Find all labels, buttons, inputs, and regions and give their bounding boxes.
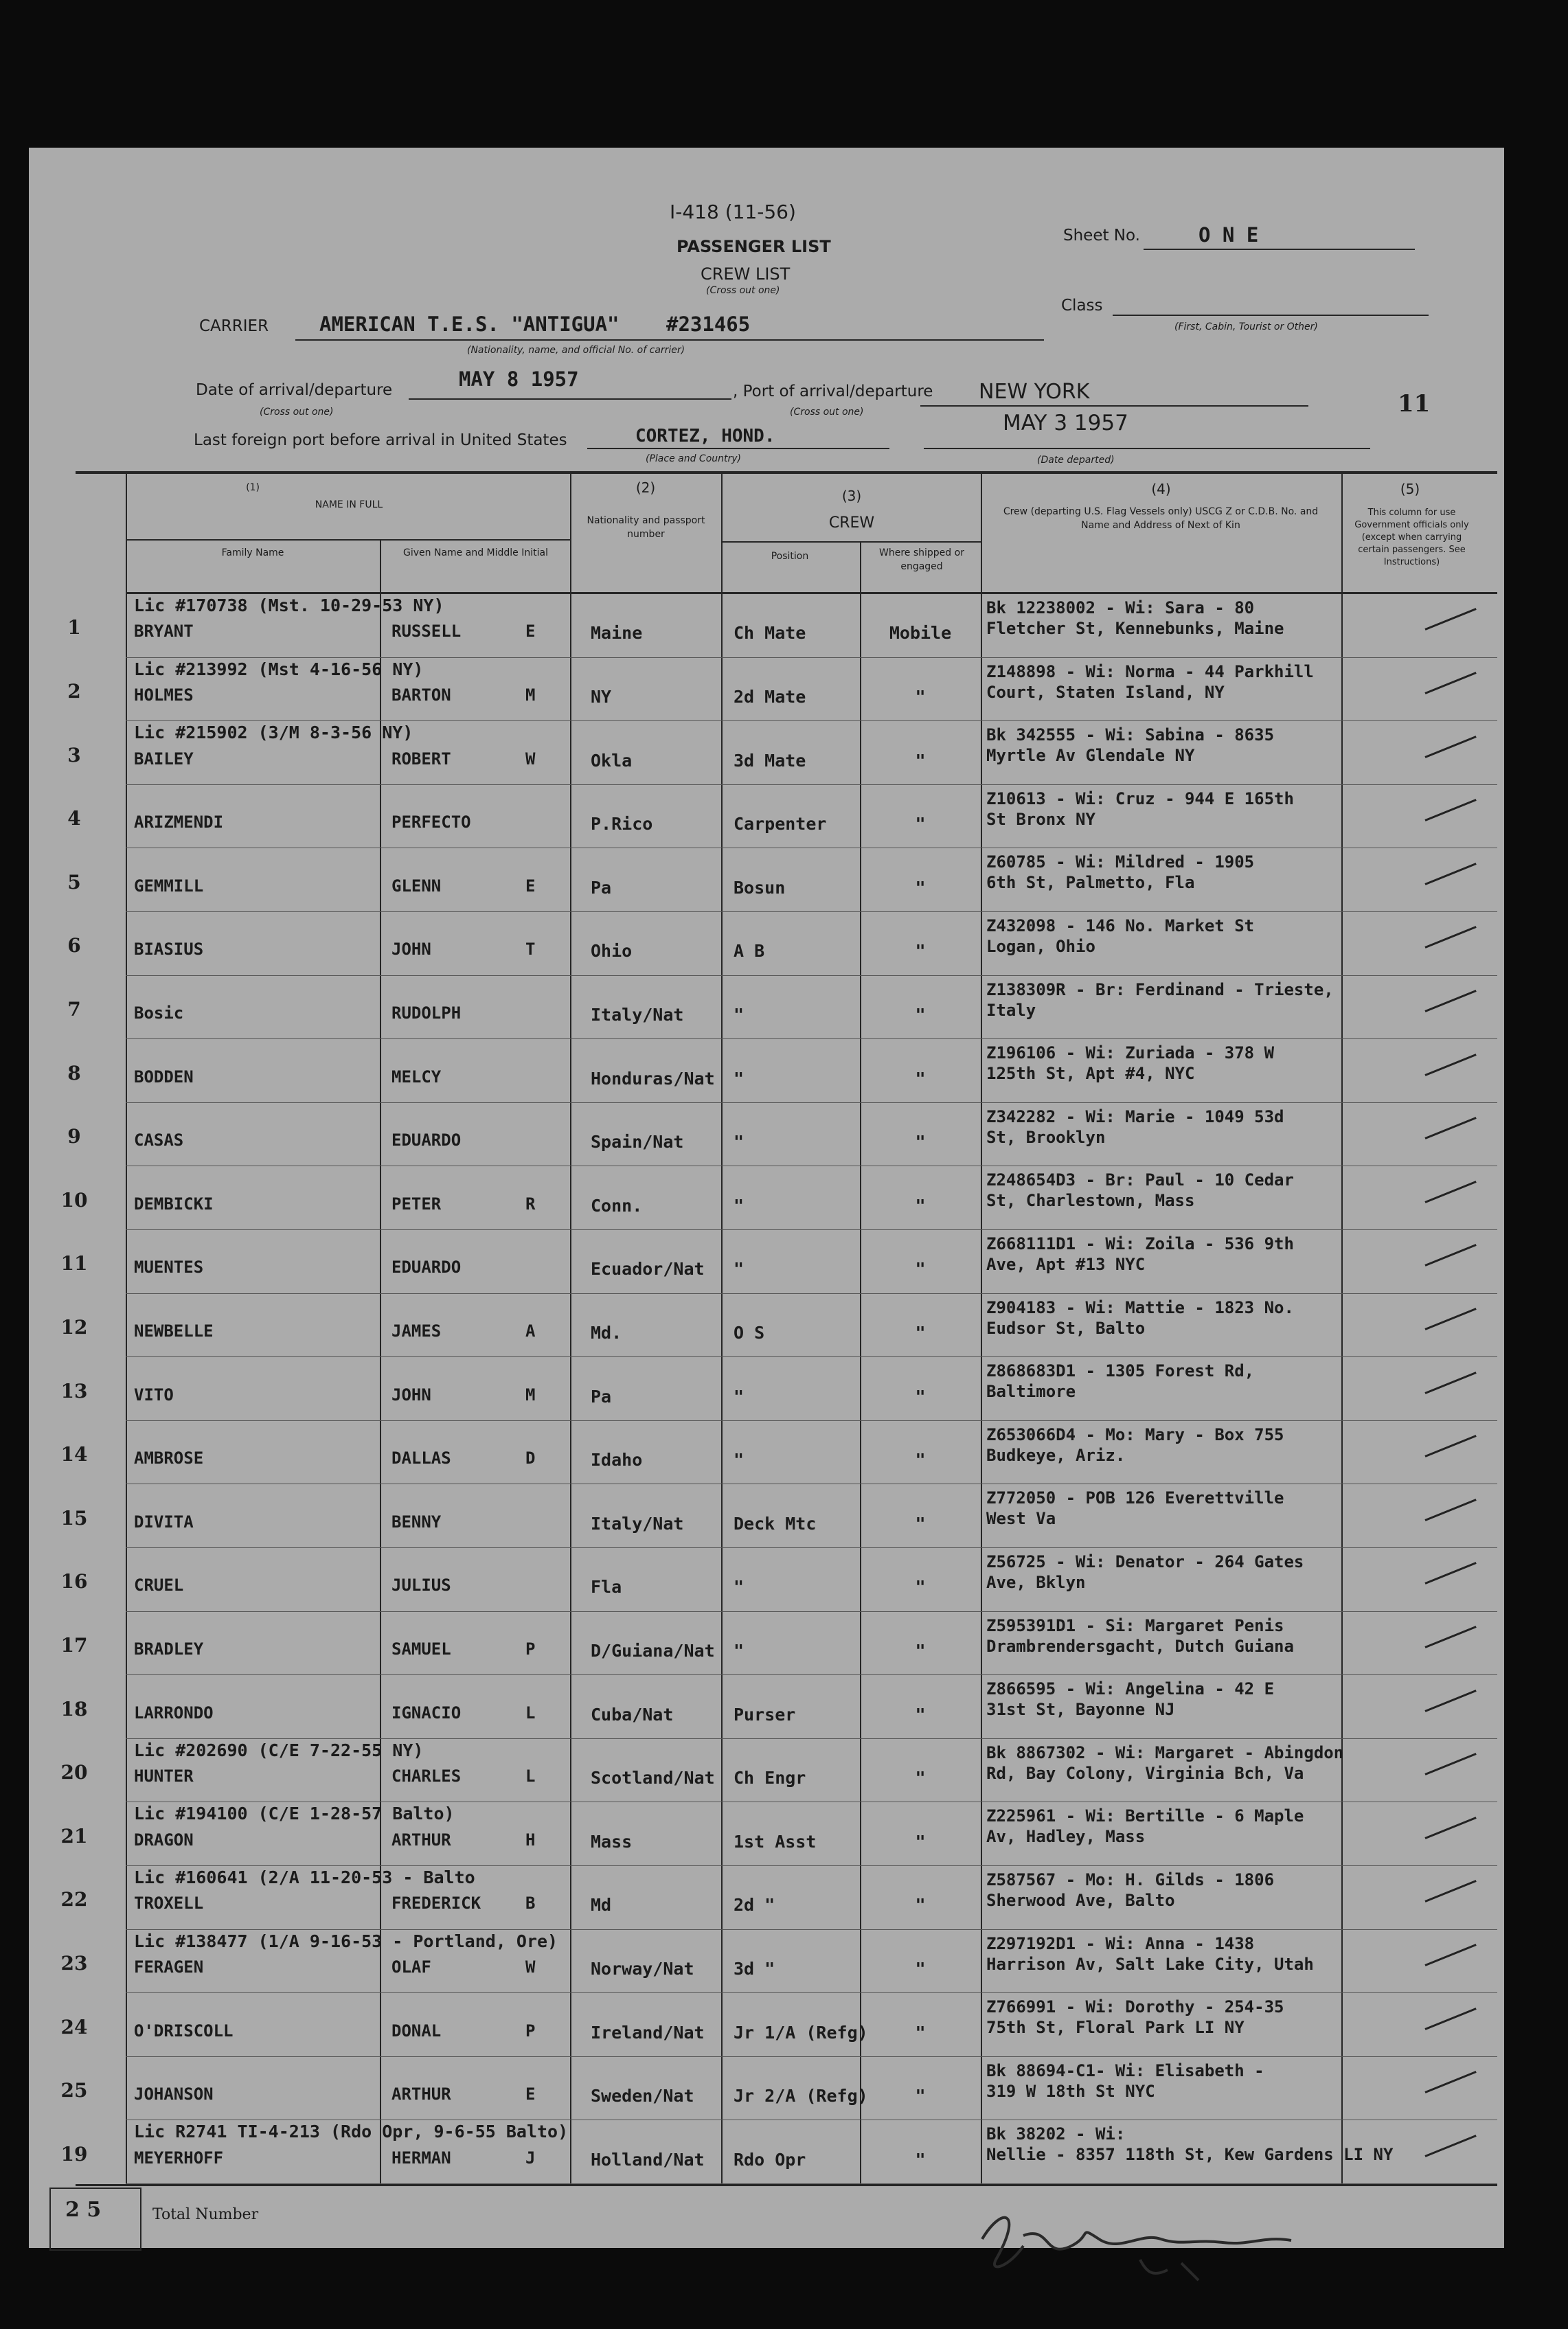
position-header: Position [771, 551, 809, 562]
row-divider [126, 1738, 1497, 1739]
family-name: LARRONDO [134, 1703, 214, 1723]
next-of-kin-line2: Logan, Ohio [986, 937, 1095, 956]
given-name: JULIUS [391, 1576, 451, 1595]
row-number: 13 [60, 1379, 88, 1402]
carrier-number: #231465 [666, 313, 751, 336]
nationality: Cuba/Nat [591, 1704, 674, 1725]
next-of-kin-line2: 319 W 18th St NYC [986, 2081, 1155, 2101]
middle-initial: L [525, 1766, 536, 1786]
where-engaged: " [915, 1322, 926, 1343]
row-number: 14 [60, 1443, 88, 1466]
nationality: NY [591, 686, 612, 707]
row-number: 2 [67, 679, 81, 703]
next-of-kin-line2: 6th St, Palmetto, Fla [986, 873, 1195, 893]
col4-title: Crew (departing U.S. Flag Vessels only) USCG Z or C.D.B. No. and Name and Address of Next of Kin [1003, 506, 1319, 531]
where-engaged: " [915, 686, 926, 707]
col3-title: CREW [828, 514, 875, 532]
row-number: 23 [60, 1951, 88, 1975]
given-name: CHARLES [391, 1766, 462, 1786]
middle-initial: T [525, 940, 536, 959]
position: " [734, 1259, 745, 1280]
given-name: JOHN [391, 1385, 431, 1405]
where-engaged: Mobile [889, 623, 952, 644]
row-number: 3 [67, 743, 81, 766]
next-of-kin-line1: Bk 88694-C1- Wi: Elisabeth - [986, 2060, 1264, 2080]
family-name: FERAGEN [134, 1957, 204, 1977]
next-of-kin-line1: Bk 342555 - Wi: Sabina - 8635 [986, 725, 1275, 745]
row-divider [126, 657, 1497, 658]
where-shipped-header: Where shipped or engaged [879, 547, 964, 572]
col4-number: (4) [1151, 481, 1171, 497]
family-name: CRUEL [134, 1576, 184, 1595]
nationality: Md. [591, 1322, 622, 1343]
next-of-kin-line2: Rd, Bay Colony, Virginia Bch, Va [986, 1763, 1304, 1783]
nationality: Holland/Nat [591, 2149, 705, 2170]
where-engaged: " [915, 1450, 926, 1470]
form-title-crew: CREW LIST [701, 264, 791, 284]
nationality: D/Guiana/Nat [591, 1640, 715, 1661]
nationality: Md [591, 1895, 612, 1916]
row-divider [126, 1420, 1497, 1421]
given-name: ARTHUR [391, 1830, 451, 1850]
position: Ch Mate [734, 623, 806, 644]
nationality: Okla [591, 750, 633, 771]
carrier-label: CARRIER [199, 317, 269, 335]
where-engaged: " [915, 1004, 926, 1025]
nationality: Pa [591, 877, 612, 898]
where-engaged: " [915, 941, 926, 962]
row-divider [126, 1547, 1497, 1548]
signature [962, 2198, 1346, 2287]
next-of-kin-line2: Italy [986, 1000, 1036, 1020]
sheet-label: Sheet No. [1063, 227, 1140, 245]
license-note: Lic R2741 TI-4-213 (Rdo Opr, 9-6-55 Balto) [134, 2122, 569, 2142]
next-of-kin-line2: Ave, Bklyn [986, 1573, 1086, 1592]
date-value: MAY 8 1957 [459, 367, 579, 391]
col2-number: (2) [635, 479, 656, 496]
next-of-kin-line1: Z595391D1 - Si: Margaret Penis [986, 1615, 1284, 1635]
row-divider [126, 1293, 1497, 1294]
row-divider [126, 784, 1497, 785]
row-number: 16 [60, 1570, 88, 1593]
given-name: FREDERICK [391, 1894, 481, 1913]
middle-initial: W [525, 749, 536, 769]
license-note: Lic #215902 (3/M 8-3-56 NY) [134, 723, 413, 743]
last-port-value: CORTEZ, HOND. [635, 426, 775, 446]
class-label: Class [1061, 297, 1103, 315]
next-of-kin-line1: Z342282 - Wi: Marie - 1049 53d [986, 1106, 1284, 1126]
position: 3d " [734, 1958, 775, 1979]
nationality: Spain/Nat [591, 1132, 684, 1152]
family-name: DRAGON [134, 1830, 194, 1850]
where-engaged: " [915, 1577, 926, 1598]
row-number: 1 [67, 616, 81, 639]
family-name: ARIZMENDI [134, 813, 224, 832]
row-divider [126, 1865, 1497, 1866]
last-port-label: Last foreign port before arrival in United States [194, 431, 567, 449]
middle-initial: E [525, 622, 536, 641]
departed-value: MAY 3 1957 [1003, 411, 1128, 435]
next-of-kin-line1: Z60785 - Wi: Mildred - 1905 [986, 852, 1255, 872]
nationality: Scotland/Nat [591, 1768, 715, 1788]
row-number: 12 [60, 1315, 88, 1339]
next-of-kin-line1: Z225961 - Wi: Bertille - 6 Maple [986, 1806, 1304, 1826]
where-engaged: " [915, 1831, 926, 1852]
family-name: VITO [134, 1385, 174, 1405]
license-note: Lic #170738 (Mst. 10-29-53 NY) [134, 595, 444, 615]
position: Jr 1/A (Refg) [734, 2022, 868, 2043]
nationality: Idaho [591, 1450, 643, 1470]
where-engaged: " [915, 1704, 926, 1725]
position: " [734, 1386, 745, 1407]
next-of-kin-line1: Z766991 - Wi: Dorothy - 254-35 [986, 1997, 1284, 2017]
position: " [734, 1195, 745, 1216]
next-of-kin-line1: Z148898 - Wi: Norma - 44 Parkhill [986, 661, 1314, 681]
row-number: 15 [60, 1506, 88, 1530]
middle-initial: H [525, 1830, 536, 1850]
given-name: BARTON [391, 685, 451, 705]
next-of-kin-line2: St, Brooklyn [986, 1127, 1106, 1147]
middle-initial: M [525, 685, 536, 705]
given-name: DONAL [391, 2021, 442, 2041]
where-engaged: " [915, 1895, 926, 1916]
middle-initial: P [525, 1639, 536, 1659]
sheet-value: O N E [1198, 223, 1259, 247]
given-name: EDUARDO [391, 1131, 462, 1150]
given-name: RUDOLPH [391, 1003, 462, 1023]
where-engaged: " [915, 2149, 926, 2170]
row-number: 18 [60, 1697, 88, 1720]
given-name: RUSSELL [391, 622, 462, 641]
row-number: 20 [60, 1761, 88, 1784]
row-number: 17 [60, 1633, 88, 1657]
next-of-kin-line1: Z248654D3 - Br: Paul - 10 Cedar [986, 1170, 1294, 1190]
row-divider [126, 1929, 1497, 1930]
family-name: O'DRISCOLL [134, 2021, 234, 2041]
next-of-kin-line1: Z432098 - 146 No. Market St [986, 916, 1255, 935]
row-divider [126, 1356, 1497, 1357]
family-name: BAILEY [134, 749, 194, 769]
position: 2d Mate [734, 686, 806, 707]
next-of-kin-line1: Z138309R - Br: Ferdinand - Trieste, [986, 979, 1334, 999]
row-divider [126, 2056, 1497, 2057]
position: Deck Mtc [734, 1513, 817, 1534]
given-name: BENNY [391, 1512, 442, 1532]
where-engaged: " [915, 1768, 926, 1788]
row-number: 22 [60, 1888, 88, 1911]
row-divider [126, 720, 1497, 721]
where-engaged: " [915, 2086, 926, 2106]
license-note: Lic #138477 (1/A 9-16-53 - Portland, Ore) [134, 1931, 558, 1951]
position: Jr 2/A (Refg) [734, 2086, 868, 2106]
next-of-kin-line1: Bk 8867302 - Wi: Margaret - Abingdon [986, 1742, 1344, 1762]
next-of-kin-line1: Z904183 - Wi: Mattie - 1823 No. [986, 1297, 1294, 1317]
port-note: (Cross out one) [790, 407, 864, 418]
where-engaged: " [915, 1386, 926, 1407]
given-name: GLENN [391, 876, 442, 896]
given-name: JOHN [391, 940, 431, 959]
nationality: Maine [591, 623, 643, 644]
license-note: Lic #213992 (Mst 4-16-56 NY) [134, 659, 424, 679]
nationality: Conn. [591, 1195, 643, 1216]
next-of-kin-line2: St, Charlestown, Mass [986, 1191, 1195, 1211]
middle-initial: L [525, 1703, 536, 1723]
next-of-kin-line2: Baltimore [986, 1382, 1076, 1402]
next-of-kin-line2: Nellie - 8357 118th St, Kew Gardens LI NY [986, 2145, 1394, 2165]
family-name: BRADLEY [134, 1639, 204, 1659]
row-number: 25 [60, 2079, 88, 2102]
where-engaged: " [915, 1132, 926, 1152]
next-of-kin-line1: Bk 12238002 - Wi: Sara - 80 [986, 598, 1255, 617]
middle-initial: M [525, 1385, 536, 1405]
family-name: JOHANSON [134, 2084, 214, 2104]
family-name: HOLMES [134, 685, 194, 705]
row-divider [126, 911, 1497, 912]
where-engaged: " [915, 2022, 926, 2043]
next-of-kin-line1: Z196106 - Wi: Zuriada - 378 W [986, 1043, 1275, 1063]
license-note: Lic #202690 (C/E 7-22-55 NY) [134, 1740, 424, 1760]
position: " [734, 1132, 745, 1152]
middle-initial: P [525, 2021, 536, 2041]
row-divider [126, 975, 1497, 976]
given-name: EDUARDO [391, 1258, 462, 1277]
position: " [734, 1068, 745, 1089]
next-of-kin-line2: 31st St, Bayonne NJ [986, 1700, 1175, 1720]
family-name: NEWBELLE [134, 1321, 214, 1341]
form-title-passenger: PASSENGER LIST [677, 237, 831, 256]
where-engaged: " [915, 814, 926, 834]
nationality: Ireland/Nat [591, 2022, 705, 2043]
next-of-kin-line2: Drambrendersgacht, Dutch Guiana [986, 1636, 1294, 1656]
nationality: Italy/Nat [591, 1513, 684, 1534]
given-name: JAMES [391, 1321, 442, 1341]
row-number: 21 [60, 1824, 88, 1848]
title-note: (Cross out one) [706, 285, 780, 296]
next-of-kin-line1: Z772050 - POB 126 Everettville [986, 1488, 1284, 1508]
family-name: BRYANT [134, 622, 194, 641]
next-of-kin-line1: Z653066D4 - Mo: Mary - Box 755 [986, 1424, 1284, 1444]
family-name: DEMBICKI [134, 1194, 214, 1214]
next-of-kin-line2: 75th St, Floral Park LI NY [986, 2018, 1245, 2038]
date-note: (Cross out one) [260, 407, 334, 418]
date-label: Date of arrival/departure [196, 381, 393, 399]
next-of-kin-line2: Av, Hadley, Mass [986, 1827, 1146, 1847]
row-divider [126, 1674, 1497, 1675]
next-of-kin-line1: Z668111D1 - Wi: Zoila - 536 9th [986, 1234, 1294, 1253]
next-of-kin-line2: Court, Staten Island, NY [986, 682, 1225, 702]
row-number: 6 [67, 934, 81, 957]
col3-number: (3) [841, 488, 862, 504]
given-name: SAMUEL [391, 1639, 451, 1659]
position: 2d " [734, 1895, 775, 1916]
middle-initial: E [525, 2084, 536, 2104]
carrier-note: (Nationality, name, and official No. of carrier) [467, 345, 685, 356]
where-engaged: " [915, 1958, 926, 1979]
given-name: HERMAN [391, 2148, 451, 2168]
nationality: Italy/Nat [591, 1004, 684, 1025]
next-of-kin-line2: West Va [986, 1509, 1056, 1529]
next-of-kin-line1: Z866595 - Wi: Angelina - 42 E [986, 1679, 1275, 1699]
family-name: CASAS [134, 1131, 184, 1150]
nationality: Sweden/Nat [591, 2086, 694, 2106]
family-name: Bosic [134, 1003, 184, 1023]
col1-number: (1) [246, 482, 260, 493]
middle-initial: D [525, 1448, 536, 1468]
where-engaged: " [915, 1259, 926, 1280]
col1-title: NAME IN FULL [315, 499, 383, 510]
carrier-value: AMERICAN T.E.S. "ANTIGUA" [319, 313, 620, 336]
given-name: PERFECTO [391, 813, 471, 832]
middle-initial: J [525, 2148, 536, 2168]
middle-initial: A [525, 1321, 536, 1341]
row-number: 24 [60, 2015, 88, 2038]
middle-initial: R [525, 1194, 536, 1214]
where-engaged: " [915, 877, 926, 898]
family-name: HUNTER [134, 1766, 194, 1786]
row-number: 11 [60, 1252, 88, 1275]
port-label: , Port of arrival/departure [733, 383, 933, 400]
position: " [734, 1577, 745, 1598]
family-name: AMBROSE [134, 1448, 204, 1468]
given-name-header: Given Name and Middle Initial [403, 547, 548, 558]
position: 1st Asst [734, 1831, 817, 1852]
position: 3d Mate [734, 750, 806, 771]
col5-title: This column for use Government officials only (except when carrying certain passengers. See Instructions) [1354, 508, 1469, 567]
row-divider [126, 1038, 1497, 1039]
where-engaged: " [915, 1195, 926, 1216]
row-divider [126, 1229, 1497, 1230]
given-name: MELCY [391, 1067, 442, 1087]
next-of-kin-line2: Eudsor St, Balto [986, 1318, 1146, 1338]
family-name: GEMMILL [134, 876, 204, 896]
position: Purser [734, 1704, 796, 1725]
row-number: 10 [60, 1188, 88, 1212]
middle-initial: W [525, 1957, 536, 1977]
row-number: 19 [60, 2142, 88, 2166]
nationality: Ecuador/Nat [591, 1259, 705, 1280]
port-value: NEW YORK [979, 380, 1090, 404]
row-divider [126, 1102, 1497, 1103]
position: " [734, 1450, 745, 1470]
position: " [734, 1004, 745, 1025]
next-of-kin-line1: Z587567 - Mo: H. Gilds - 1806 [986, 1870, 1275, 1889]
middle-initial: B [525, 1894, 536, 1913]
family-name: DIVITA [134, 1512, 194, 1532]
margin-mark: 11 [1398, 390, 1431, 418]
nationality: Fla [591, 1577, 622, 1598]
nationality: Ohio [591, 941, 633, 962]
family-name: MEYERHOFF [134, 2148, 224, 2168]
given-name: DALLAS [391, 1448, 451, 1468]
family-name: BIASIUS [134, 940, 204, 959]
row-divider [126, 1992, 1497, 1993]
next-of-kin-line2: Fletcher St, Kennebunks, Maine [986, 619, 1284, 638]
next-of-kin-line2: 125th St, Apt #4, NYC [986, 1064, 1195, 1084]
family-name: BODDEN [134, 1067, 194, 1087]
given-name: PETER [391, 1194, 442, 1214]
next-of-kin-line2: Sherwood Ave, Balto [986, 1891, 1175, 1910]
where-engaged: " [915, 1640, 926, 1661]
last-port-note: (Place and Country) [646, 453, 742, 464]
next-of-kin-line1: Z297192D1 - Wi: Anna - 1438 [986, 1933, 1255, 1953]
departed-note: (Date departed) [1037, 455, 1115, 466]
nationality: Mass [591, 1831, 633, 1852]
row-number: 8 [67, 1061, 81, 1084]
table-top-rule [76, 471, 1497, 474]
form-number: I-418 (11-56) [670, 201, 796, 223]
row-divider [126, 2183, 1497, 2184]
position: " [734, 1640, 745, 1661]
where-engaged: " [915, 750, 926, 771]
next-of-kin-line1: Z10613 - Wi: Cruz - 944 E 165th [986, 788, 1294, 808]
nationality: Honduras/Nat [591, 1068, 715, 1089]
license-note: Lic #194100 (C/E 1-28-57 Balto) [134, 1804, 455, 1824]
family-name-header: Family Name [221, 547, 284, 558]
position: Bosun [734, 877, 786, 898]
row-number: 9 [67, 1125, 81, 1148]
nationality: Pa [591, 1386, 612, 1407]
next-of-kin-line2: Ave, Apt #13 NYC [986, 1255, 1146, 1274]
given-name: ROBERT [391, 749, 451, 769]
row-number: 5 [67, 870, 81, 894]
position: Rdo Opr [734, 2149, 806, 2170]
family-name: MUENTES [134, 1258, 204, 1277]
next-of-kin-line1: Z868683D1 - 1305 Forest Rd, [986, 1361, 1255, 1381]
where-engaged: " [915, 1068, 926, 1089]
class-note: (First, Cabin, Tourist or Other) [1174, 321, 1318, 332]
nationality: P.Rico [591, 814, 653, 834]
next-of-kin-line2: Budkeye, Ariz. [986, 1445, 1126, 1465]
row-number: 7 [67, 997, 81, 1021]
total-value: 2 5 [65, 2198, 102, 2222]
position: Carpenter [734, 814, 827, 834]
next-of-kin-line2: Harrison Av, Salt Lake City, Utah [986, 1954, 1314, 1974]
col5-number: (5) [1400, 481, 1420, 497]
col2-title: Nationality and passport number [587, 515, 705, 540]
where-engaged: " [915, 1513, 926, 1534]
next-of-kin-line1: Bk 38202 - Wi: [986, 2124, 1126, 2144]
nationality: Norway/Nat [591, 1958, 694, 1979]
position: A B [734, 941, 765, 962]
row-number: 4 [67, 807, 81, 830]
next-of-kin-line2: St Bronx NY [986, 809, 1095, 829]
next-of-kin-line2: Myrtle Av Glendale NY [986, 746, 1195, 766]
row-divider [126, 1611, 1497, 1612]
given-name: IGNACIO [391, 1703, 462, 1723]
license-note: Lic #160641 (2/A 11-20-53 - Balto [134, 1867, 475, 1887]
position: O S [734, 1322, 765, 1343]
family-name: TROXELL [134, 1894, 204, 1913]
position: Ch Engr [734, 1768, 806, 1788]
given-name: OLAF [391, 1957, 431, 1977]
given-name: ARTHUR [391, 2084, 451, 2104]
total-label: Total Number [152, 2206, 259, 2223]
middle-initial: E [525, 876, 536, 896]
next-of-kin-line1: Z56725 - Wi: Denator - 264 Gates [986, 1552, 1304, 1571]
